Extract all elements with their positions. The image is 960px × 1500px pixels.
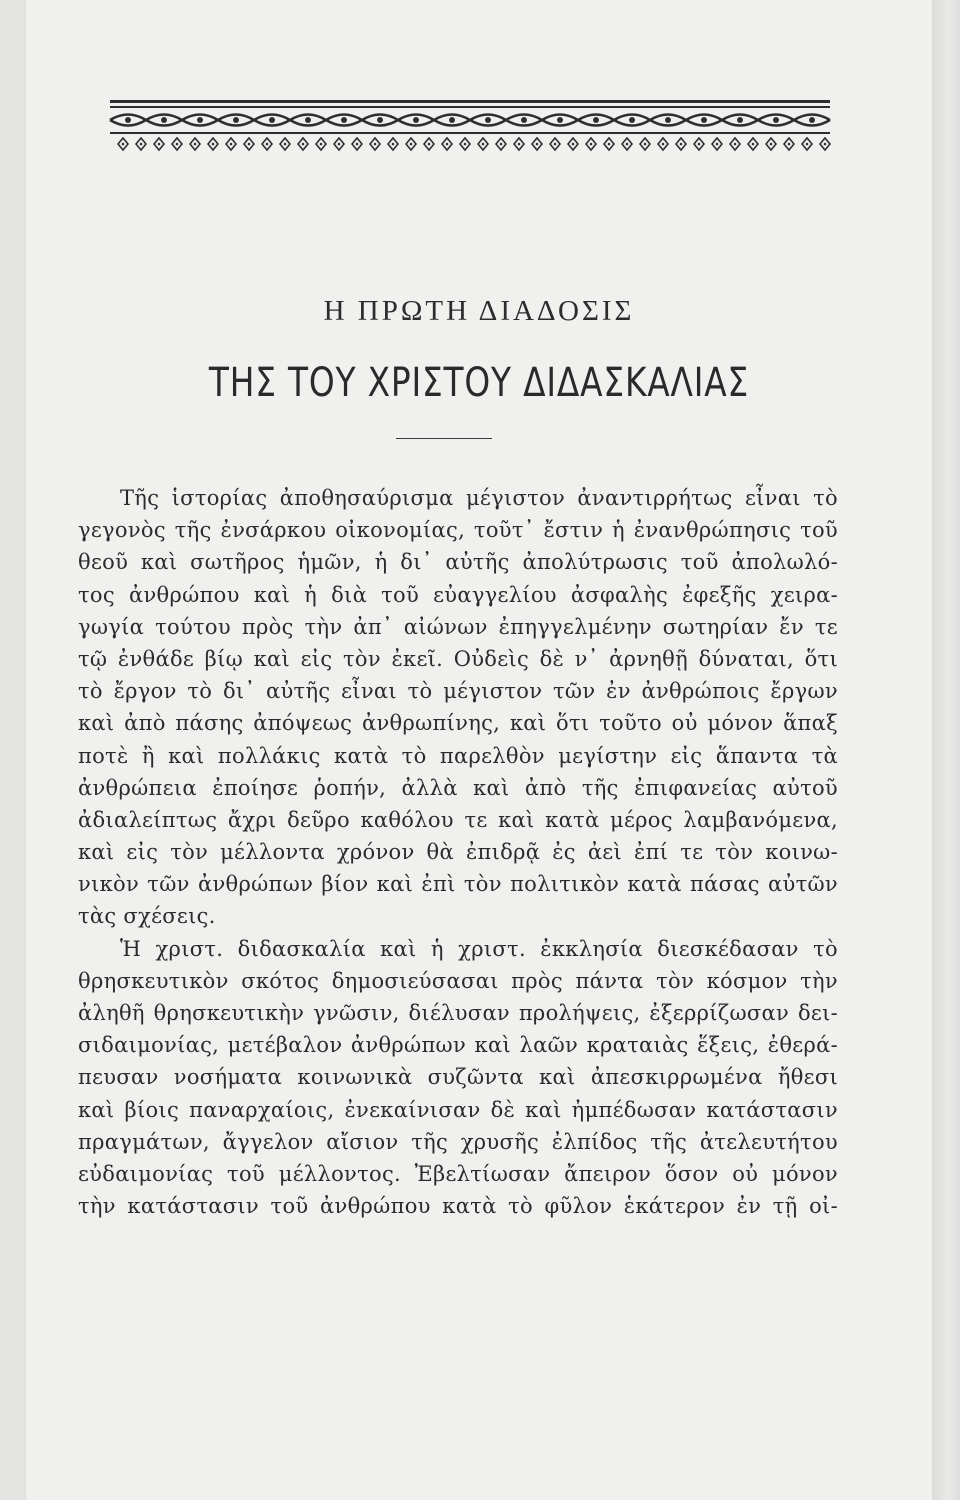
text-line: πευσαν νοσήματα κοινωνικὰ συζῶντα καὶ ἀπεσκιρρωμένα ἤθεσι — [78, 1065, 838, 1090]
heading-line-2: ΤΗΣ ΤΟΥ ΧΡΙΣΤΟΥ ΔΙΔΑΣΚΑΛΙΑΣ — [208, 360, 750, 406]
text-line: πραγμάτων, ἄγγελον αἴσιον τῆς χρυσῆς ἐλπίδος τῆς ἀτελευτήτου — [78, 1129, 838, 1154]
text-line: γωγία τούτου πρὸς τὴν ἀπ᾽ αἰώνων ἐπηγγελμένην σωτηρίαν ἔν τε — [78, 614, 838, 639]
text-line: Τῆς ἱστορίας ἀποθησαύρισμα μέγιστον ἀναντιρρήτως εἶναι τὸ — [120, 486, 838, 510]
decorative-header-ornament — [106, 96, 834, 156]
page-edge — [932, 0, 960, 1500]
title-divider — [396, 438, 492, 439]
heading-line-1: Η ΠΡΩΤΗ ΔΙΑΔΟΣΙΣ — [323, 295, 635, 327]
text-line: Ἡ χριστ. διδασκαλία καὶ ἡ χριστ. ἐκκλησία διεσκέδασαν τὸ — [120, 936, 838, 961]
text-line: ἀνθρώπεια ἐποίησε ῥοπήν, ἀλλὰ καὶ ἀπὸ τῆς ἐπιφανείας αὐτοῦ — [78, 775, 838, 800]
text-line: τὸ ἔργον τὸ δι᾽ αὐτῆς εἶναι τὸ μέγιστον τῶν ἐν ἀνθρώποις ἔργων — [78, 679, 838, 704]
text-line: τὰς σχέσεις. — [78, 904, 216, 929]
text-line: εὐδαιμονίας τοῦ μέλλοντος. Ἐβελτίωσαν ἄπειρον ὅσον οὐ μόνον — [78, 1161, 838, 1186]
text-line: ποτὲ ἢ καὶ πολλάκις κατὰ τὸ παρελθὸν μεγίστην εἰς ἅπαντα τὰ — [78, 743, 838, 768]
text-line: τῷ ἐνθάδε βίῳ καὶ εἰς τὸν ἐκεῖ. Οὐδεὶς δὲ ν᾽ ἀρνηθῇ δύναται, ὅτι — [78, 646, 838, 671]
text-line: νικὸν τῶν ἀνθρώπων βίον καὶ ἐπὶ τὸν πολιτικὸν κατὰ πάσας αὐτῶν — [78, 872, 838, 897]
text-line: καὶ εἰς τὸν μέλλοντα χρόνον θὰ ἐπιδρᾷ ἐς ἀεὶ ἐπί τε τὸν κοινω- — [78, 840, 838, 865]
text-line: γεγονὸς τῆς ἐνσάρκου οἰκονομίας, τοῦτ᾽ ἔστιν ἡ ἐνανθρώπησις τοῦ — [78, 518, 838, 543]
text-line: καὶ βίοις παναρχαίοις, ἐνεκαίνισαν δὲ καὶ ἠμπέδωσαν κατάστασιν — [78, 1097, 838, 1122]
text-line: θεοῦ καὶ σωτῆρος ἡμῶν, ἡ δι᾽ αὐτῆς ἀπολύτρωσις τοῦ ἀπολωλό- — [78, 550, 838, 575]
text-line: θρησκευτικὸν σκότος δημοσιεύσασαι πρὸς πάντα τὸν κόσμον τὴν — [78, 968, 838, 993]
text-line: ἀληθῆ θρησκευτικὴν γνῶσιν, διέλυσαν προλήψεις, ἐξερρίζωσαν δει- — [78, 1001, 838, 1025]
text-line: τὴν κατάστασιν τοῦ ἀνθρώπου κατὰ τὸ φῦλον ἑκάτερον ἐν τῇ οἰ- — [78, 1194, 838, 1219]
body-text — [78, 482, 838, 1222]
book-page — [26, 0, 932, 1500]
text-line: ἀδιαλείπτως ἄχρι δεῦρο καθόλου τε καὶ κατὰ μέρος λαμβανόμενα, — [78, 807, 838, 832]
text-line: καὶ ἀπὸ πάσης ἀπόψεως ἀνθρωπίνης, καὶ ὅτι τοῦτο οὐ μόνον ἅπαξ — [78, 711, 838, 736]
text-line: σιδαιμονίας, μετέβαλον ἀνθρώπων καὶ λαῶν κραταιὰς ἕξεις, ἐθερά- — [78, 1033, 838, 1058]
text-line: τος ἀνθρώπου καὶ ἡ διὰ τοῦ εὐαγγελίου ἀσφαλὴς ἐφεξῆς χειρα- — [78, 582, 838, 607]
